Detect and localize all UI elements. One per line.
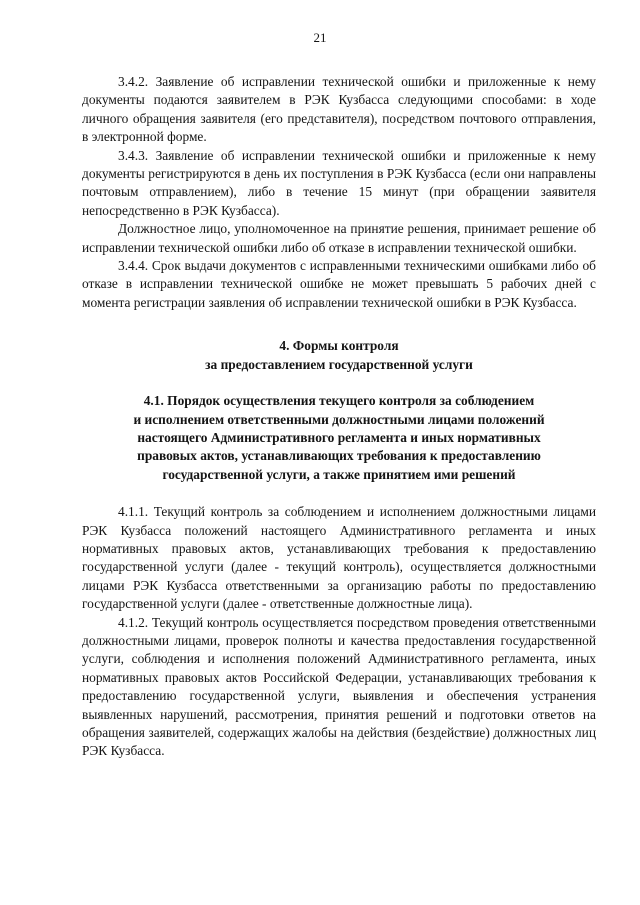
section-heading-line: 4. Формы контроля (279, 338, 399, 354)
paragraph-official-decision: Должностное лицо, уполномоченное на принятие решения, принимает решение об исправлении технической ошибки либо об отказе в исправлении технической ошибки. (82, 221, 596, 255)
paragraph-4-1-1: 4.1.1. Текущий контроль за соблюдением и исполнением должностными лицами РЭК Кузбасса положений настоящего Административного регламента и иных нормативных правовых актов, устанавливающих требования к предоставлению государственной услуги (далее - текущий контроль), осуществляется должностными лицами РЭК Кузбасса ответственными за организацию работы по предоставлению государственной услуги (далее - ответственные должностные лица). (82, 504, 596, 612)
subsection-heading-line: 4.1. Порядок осуществления текущего контроля за соблюдением (143, 393, 535, 409)
paragraph-4-1-2: 4.1.2. Текущий контроль осуществляется посредством проведения ответственными должностными лицами, проверок полноты и качества предоставления государственной услуги, соблюдения и исполнения положений Административного регламента, иных нормативных правовых актов Российской Федерации, устанавливающих требования к предоставлению государственной услуги, выявления и обеспечения устранения выявленных нарушений, рассмотрения, принятия решений и подготовки ответов на обращения заявителей, содержащих жалобы на действия (бездействие) должностных лиц РЭК Кузбасса. (82, 614, 596, 759)
section-heading (82, 337, 596, 374)
paragraph-3-4-3: 3.4.3. Заявление об исправлении технической ошибки и приложенные к нему документы регистрируются в день их поступления в РЭК Кузбасса (если они направлены почтовым отправлением), либо в течение 15 минут (при обращении заявителя непосредственно в РЭК Кузбасса). (82, 147, 596, 218)
subsection-heading-line: правовых актов, устанавливающих требования к предоставлению (137, 448, 541, 464)
subsection-heading-line: и исполнением ответственными должностными лицами положений (133, 411, 545, 427)
subsection-heading-line: государственной услуги, а также принятием ими решений (162, 466, 516, 482)
section-heading-line: за предоставлением государственной услуги (205, 356, 473, 372)
page-content (82, 73, 596, 761)
paragraph-3-4-2: 3.4.2. Заявление об исправлении технической ошибки и приложенные к нему документы подаются заявителем в РЭК Кузбасса следующими способами: в ходе личного обращения заявителя (его представителя), посредством почтового отправления, в электронной форме. (82, 74, 596, 145)
paragraph-3-4-4: 3.4.4. Срок выдачи документов с исправленными техническими ошибками либо об отказе в исправлении технической ошибке не может превышать 5 рабочих дней с момента регистрации заявления об исправлении технической ошибки в РЭК Кузбасса. (82, 258, 596, 310)
page-number: 21 (313, 30, 327, 45)
subsection-heading (82, 392, 596, 484)
subsection-heading-line: настоящего Административного регламента и иных нормативных (137, 429, 541, 445)
spacer (82, 312, 596, 331)
spacer (82, 484, 596, 503)
